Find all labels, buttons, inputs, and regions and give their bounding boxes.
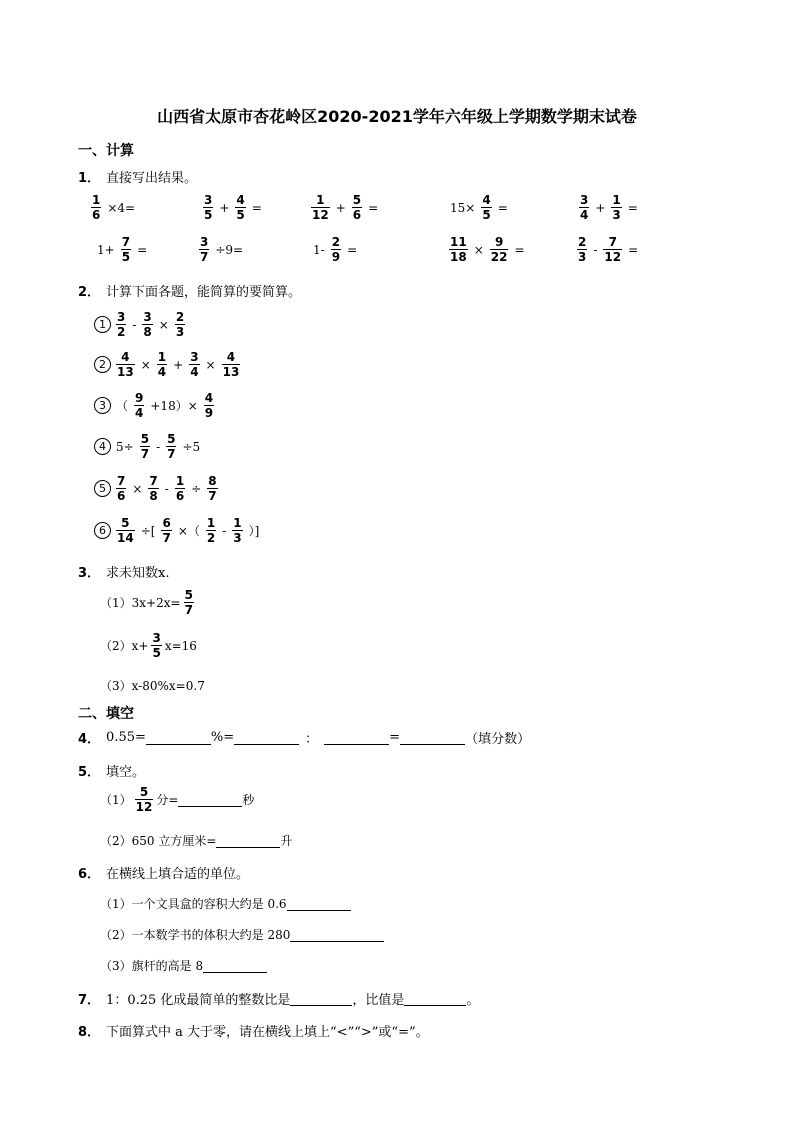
question-text: 在横线上填合适的单位。	[106, 867, 250, 882]
question-number: 8．	[78, 1025, 101, 1040]
answer-blank[interactable]	[400, 731, 465, 745]
answer-blank[interactable]	[216, 834, 280, 848]
expr-3: $\frac{1}{12}$ + $\frac{5}{6}$ =	[312, 193, 379, 222]
q6-item-3: （3）旗杆的高是 8	[100, 957, 267, 974]
circled-number: 2	[94, 356, 111, 373]
q6-item-2: （2）一本数学书的体积大约是 280	[100, 926, 384, 943]
expr-6: 1+ $\frac{7}{5}$ =	[97, 235, 148, 264]
fraction: $\frac{1}{2}$	[206, 516, 216, 545]
answer-blank[interactable]	[404, 992, 466, 1006]
fraction: $\frac{9}{4}$	[135, 391, 144, 420]
fraction: $\frac{7}{5}$	[121, 235, 131, 264]
fraction: $\frac{4}{13}$	[117, 350, 134, 379]
question-number: 4．	[78, 732, 101, 747]
fraction: $\frac{11}{18}$	[450, 235, 467, 264]
fraction: $\frac{5}{12}$	[135, 785, 153, 814]
fraction: $\frac{1}{4}$	[157, 350, 167, 379]
fraction: $\frac{1}{3}$	[233, 516, 242, 545]
answer-blank[interactable]	[290, 992, 352, 1006]
fraction: $\frac{9}{22}$	[490, 235, 508, 264]
question-text: 求未知数x.	[106, 566, 170, 581]
question-text: 计算下面各题，能简算的要简算。	[106, 285, 302, 300]
fraction: $\frac{3}{7}$	[200, 235, 209, 264]
q5-item-1: （1） $\frac{5}{12}$ 分= 秒	[100, 785, 255, 814]
page-title: 山西省太原市杏花岭区2020-2021学年六年级上学期数学期末试卷	[157, 107, 637, 126]
circled-number: 5	[94, 480, 111, 497]
answer-blank[interactable]	[290, 928, 384, 942]
fraction: $\frac{3}{4}$	[190, 350, 199, 379]
q2-item-4: 4 5÷ $\frac{5}{7}$ - $\frac{5}{7}$ ÷5	[94, 432, 203, 461]
question-number: 5．	[78, 765, 101, 780]
q2-item-6: 6 $\frac{5}{14}$ ÷[ $\frac{6}{7}$ ×（ $\frac{1}{2}$ - $\frac{1}{3}$ ）]	[94, 516, 262, 545]
answer-blank[interactable]	[234, 731, 299, 745]
question-text: 直接写出结果。	[106, 171, 198, 186]
fraction: $\frac{3}{2}$	[117, 310, 126, 339]
fraction: $\frac{5}{14}$	[117, 516, 134, 545]
fraction: $\frac{2}{3}$	[578, 235, 587, 264]
question-number: 1．	[78, 171, 101, 186]
expr-5: $\frac{3}{4}$ + $\frac{1}{3}$ =	[580, 193, 638, 222]
fraction: $\frac{4}{9}$	[204, 391, 214, 420]
q2-item-3: 3 （ $\frac{9}{4}$ +18）× $\frac{4}{9}$	[94, 391, 217, 420]
question-2	[78, 281, 301, 300]
section-heading-fill: 二、填空	[78, 706, 134, 722]
expr-8: 1- $\frac{2}{9}$ =	[313, 235, 358, 264]
fraction: $\frac{6}{7}$	[162, 516, 171, 545]
fraction: $\frac{3}{5}$	[204, 193, 213, 222]
question-number: 7．	[78, 993, 101, 1008]
fraction: $\frac{2}{3}$	[175, 310, 185, 339]
q2-item-2: 2 $\frac{4}{13}$ × $\frac{1}{4}$ + $\frac{3}{4}$ × $\frac{4}{13}$	[94, 350, 243, 379]
fraction: $\frac{1}{12}$	[312, 193, 329, 222]
fraction: $\frac{5}{7}$	[184, 588, 193, 617]
question-number: 6．	[78, 867, 101, 882]
q3-item-1: （1）3x+2x= $\frac{5}{7}$	[100, 588, 193, 617]
question-text: 填空。	[106, 765, 146, 780]
fraction: $\frac{8}{7}$	[208, 474, 217, 503]
q6-item-1: （1）一个文具盒的容积大约是 0.6	[100, 895, 351, 912]
expr-9: $\frac{11}{18}$ × $\frac{9}{22}$ =	[450, 235, 525, 264]
fraction: $\frac{3}{4}$	[580, 193, 589, 222]
expr-10: $\frac{2}{3}$ - $\frac{7}{12}$ =	[578, 235, 639, 264]
question-7: 7． 1：0.25 化成最简单的整数比是 ，比值是 。	[78, 989, 479, 1008]
expr-7: $\frac{3}{7}$ ÷9=	[200, 235, 244, 264]
fraction: $\frac{2}{9}$	[331, 235, 341, 264]
answer-blank[interactable]	[324, 731, 389, 745]
question-number: 3．	[78, 566, 101, 581]
section-heading-calc: 一、计算	[78, 143, 134, 159]
q5-item-2: （2）650 立方厘米= 升	[100, 834, 293, 848]
q3-item-2: （2）x+ $\frac{3}{5}$ x=16	[100, 631, 197, 660]
fraction: $\frac{7}{8}$	[149, 474, 158, 503]
answer-blank[interactable]	[146, 731, 211, 745]
fraction: $\frac{4}{5}$	[236, 193, 245, 222]
question-6	[78, 863, 249, 882]
fraction: $\frac{7}{12}$	[604, 235, 622, 264]
question-4: 4． 0.55= %= ： = （填分数）	[78, 730, 531, 747]
q2-item-5: 5 $\frac{7}{6}$ × $\frac{7}{8}$ - $\frac{1}{6}$ ÷ $\frac{8}{7}$	[94, 474, 221, 503]
question-1	[78, 167, 197, 186]
expr-1: $\frac{1}{6}$ ×4=	[92, 193, 136, 222]
expr-4: 15× $\frac{4}{5}$ =	[450, 193, 508, 222]
fraction: $\frac{5}{6}$	[352, 193, 362, 222]
circled-number: 4	[94, 438, 111, 455]
fraction: $\frac{7}{6}$	[117, 474, 126, 503]
answer-blank[interactable]	[287, 897, 351, 911]
question-text: 下面算式中 a 大于零，请在横线上填上“<”“>”或“=”。	[106, 1025, 429, 1040]
answer-blank[interactable]	[178, 793, 242, 807]
question-5	[78, 761, 145, 780]
expr-2: $\frac{3}{5}$ + $\frac{4}{5}$ =	[204, 193, 262, 222]
fraction: $\frac{5}{7}$	[140, 432, 150, 461]
fraction: $\frac{5}{7}$	[167, 432, 176, 461]
fraction: $\frac{1}{3}$	[612, 193, 621, 222]
question-number: 2．	[78, 285, 101, 300]
fraction: $\frac{3}{5}$	[152, 631, 161, 660]
fraction: $\frac{3}{8}$	[143, 310, 152, 339]
q3-item-3: （3）x-80%x=0.7	[100, 679, 205, 693]
question-8	[78, 1021, 429, 1040]
circled-number: 1	[94, 316, 111, 333]
question-3	[78, 562, 170, 581]
fraction: $\frac{4}{5}$	[482, 193, 491, 222]
fraction: $\frac{1}{6}$	[92, 193, 101, 222]
circled-number: 6	[94, 522, 111, 539]
fraction: $\frac{4}{13}$	[222, 350, 240, 379]
fraction: $\frac{1}{6}$	[175, 474, 185, 503]
circled-number: 3	[94, 397, 111, 414]
q2-item-1: 1 $\frac{3}{2}$ - $\frac{3}{8}$ × $\frac{2}{3}$	[94, 310, 188, 339]
answer-blank[interactable]	[203, 959, 267, 973]
